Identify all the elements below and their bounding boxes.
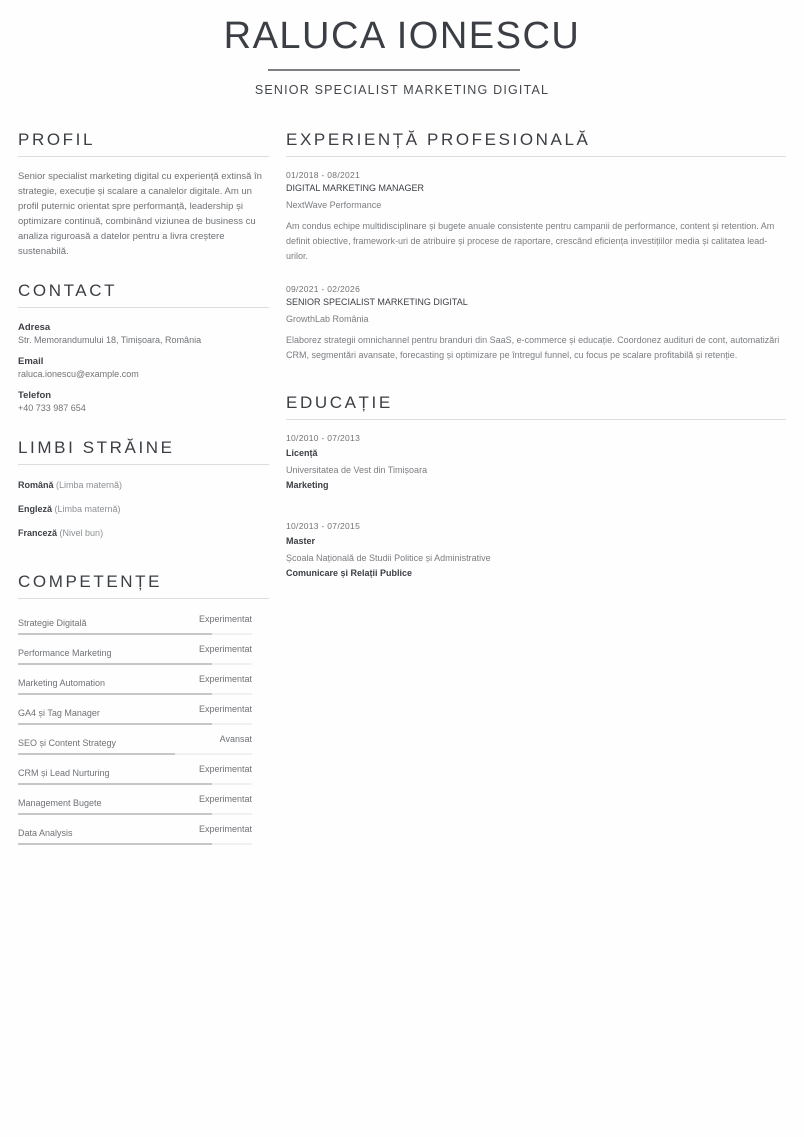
skill-name: SEO și Content Strategy [18,738,117,748]
language-name: Franceză [18,528,58,538]
entry-degree: Master [286,536,316,546]
contact-email [18,356,269,380]
section-title-education: EDUCAȚIE [286,391,786,420]
profile-section [18,128,269,259]
skill-bar [18,693,252,695]
skill-item [18,757,252,787]
education-section [286,391,786,579]
skill-bar [18,663,252,665]
skill-name: Management Bugete [18,798,102,808]
experience-section [286,128,786,363]
section-title-contact: CONTACT [18,279,269,308]
contact-phone [18,390,269,414]
skill-bar [18,813,252,815]
section-title-experience: EXPERIENȚĂ PROFESIONALĂ [286,128,786,157]
skill-level: Avansat [219,734,252,744]
entry-dates: 01/2018 - 08/2021 [286,170,361,180]
contact-value: Str. Memorandumului 18, Timișoara, România [18,335,202,345]
language-level: (Limba maternă) [54,504,121,514]
skill-name: Data Analysis [18,828,73,838]
skill-bar-fill [18,813,212,815]
contact-section [18,279,269,414]
skill-bar-fill [18,633,212,635]
skill-level: Experimentat [198,764,252,774]
skill-bar-fill [18,693,212,695]
skill-level: Experimentat [198,644,252,654]
skill-bar-fill [18,783,212,785]
section-title-profile: PROFIL [18,128,269,157]
entry-company: GrowthLab România [286,314,369,324]
languages-section [18,436,269,539]
language-item [18,479,269,491]
skill-name: Marketing Automation [18,678,106,688]
skill-level: Experimentat [198,674,252,684]
contact-label: Adresa [18,322,51,333]
entry-description: Elaborez strategii omnichannel pentru branduri din SaaS, e-commerce și educație. Coordonez audituri de cont, automatizări CRM, segmentări avansate, forecasting și optimizare pe întregul funnel, cu focus pe scalare profitabilă și retenție. [286,335,780,360]
candidate-title: SENIOR SPECIALIST MARKETING DIGITAL [254,83,550,97]
entry-company: NextWave Performance [286,200,382,210]
skill-bar-fill [18,663,212,665]
skill-level: Experimentat [198,794,252,804]
experience-entry [286,170,786,264]
contact-label: Email [18,356,44,367]
phone-link[interactable]: +40 733 987 654 [18,403,86,413]
skill-level: Experimentat [198,614,252,624]
skill-item [18,697,252,727]
skill-item [18,607,252,637]
entry-description: Am condus echipe multidisciplinare și bugete anuale consistente pentru campanii de performance, content și retention. Am definit obiective, framework-uri de atribuire și procese de raportare, crescând eficiența investițiilor media și calitatea lead-urilor. [286,221,775,261]
section-title-skills: COMPETENȚE [18,570,269,599]
entry-job-title: SENIOR SPECIALIST MARKETING DIGITAL [286,297,468,307]
skill-item [18,727,252,757]
skill-bar-fill [18,753,175,755]
entry-field: Marketing [286,480,329,490]
entry-school: Universitatea de Vest din Timișoara [286,465,428,475]
skill-bar-fill [18,843,212,845]
candidate-name: RALUCA IONESCU [223,15,581,57]
profile-text: Senior specialist marketing digital cu experiență extinsă în strategie, execuție și scalare a canalelor digitale. Am un profil puternic orientat spre performanță, leadership și optimizare continuă, combinând viziunea de business cu analiza riguroasă a datelor pentru a livra creștere sustenabilă. [18,171,262,257]
email-link[interactable]: raluca.ionescu@example.com [18,369,139,379]
entry-school: Școala Națională de Studii Politice și Administrative [286,553,491,563]
contact-address [18,322,269,346]
name-divider [268,69,520,71]
entry-field: Comunicare și Relații Publice [286,568,413,578]
skill-name: CRM și Lead Nurturing [18,768,110,778]
skill-name: Strategie Digitală [18,618,87,628]
language-name: Română [18,480,54,490]
section-title-languages: LIMBI STRĂINE [18,436,269,465]
skill-level: Experimentat [198,704,252,714]
skill-bar [18,633,252,635]
skill-item [18,637,252,667]
skill-item [18,667,252,697]
entry-dates: 10/2013 - 07/2015 [286,521,361,531]
skill-bar [18,723,252,725]
skill-level: Experimentat [198,824,252,834]
skill-bar [18,783,252,785]
language-name: Engleză [18,504,53,514]
entry-dates: 09/2021 - 02/2026 [286,284,361,294]
entry-job-title: DIGITAL MARKETING MANAGER [286,183,425,193]
skill-name: GA4 și Tag Manager [18,708,100,718]
entry-degree: Licență [286,448,318,458]
education-entry [286,521,786,579]
language-level: (Limba maternă) [56,480,123,490]
skill-item [18,787,252,817]
language-item [18,503,269,515]
education-entry [286,433,786,491]
language-level: (Nivel bun) [59,528,104,538]
skill-bar [18,753,252,755]
language-item [18,527,269,539]
skill-bar-fill [18,723,212,725]
entry-dates: 10/2010 - 07/2013 [286,433,361,443]
experience-entry [286,284,786,363]
skill-item [18,817,252,847]
skill-bar [18,843,252,845]
skills-section [18,570,269,847]
skills-list [18,607,269,847]
skill-name: Performance Marketing [18,648,112,658]
contact-label: Telefon [18,390,52,401]
